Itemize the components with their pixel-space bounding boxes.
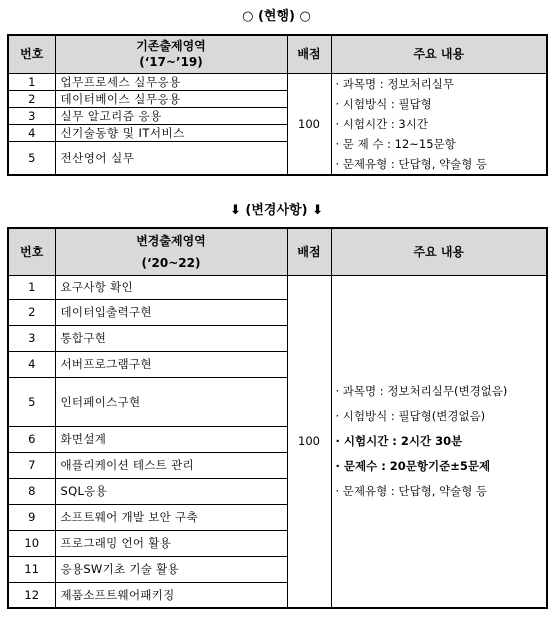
row-area: 애플리케이션 테스트 관리 [55,452,287,478]
row-area: 데이터베이스 실무응용 [55,90,287,107]
row-area: 신기술동향 및 IT서비스 [55,124,287,141]
score-cell: 100 [287,73,331,175]
row-area: SQL응용 [55,478,287,504]
row-num: 10 [8,530,55,556]
header-score: 배점 [287,228,331,275]
row-num: 8 [8,478,55,504]
header-num: 번호 [8,228,55,275]
row-area: 인터페이스구현 [55,377,287,426]
changed-exam-table [7,227,548,609]
row-area: 서버프로그램구현 [55,351,287,377]
row-num: 3 [8,107,55,124]
content-item: · 시험방식 : 필답형 [335,96,432,111]
row-area: 요구사항 확인 [55,275,287,299]
row-num: 1 [8,275,55,299]
row-num: 9 [8,504,55,530]
row-num: 11 [8,556,55,582]
content-cell [331,73,547,175]
row-num: 7 [8,452,55,478]
header-score: 배점 [287,35,331,73]
row-num: 4 [8,124,55,141]
row-area: 소프트웨어 개발 보안 구축 [55,504,287,530]
row-num: 3 [8,325,55,351]
row-num: 2 [8,299,55,325]
header-area-label: 변경출제영역 [136,233,206,248]
content-item: · 문제유형 : 단답형, 약술형 등 [335,483,488,498]
content-item: · 과목명 : 정보처리실무 [335,76,454,91]
current-section-title: ○ (현행) ○ [242,9,311,24]
header-area [55,228,287,275]
score-cell: 100 [287,275,331,608]
row-area: 제품소프트웨어패키징 [55,582,287,608]
row-area: 통합구현 [55,325,287,351]
content-item: · 시험시간 : 3시간 [335,116,428,131]
row-num: 2 [8,90,55,107]
current-exam-table [7,34,548,176]
row-num: 12 [8,582,55,608]
content-item: · 문 제 수 : 12~15문항 [335,136,456,151]
header-area-period: (‘17~’19) [139,55,203,70]
row-area: 실무 알고리즘 응용 [55,107,287,124]
table-row [8,275,547,299]
content-item: · 문제수 : 20문항기준±5문제 [335,458,491,473]
row-num: 4 [8,351,55,377]
row-area: 화면설계 [55,426,287,452]
header-area-period: (‘20~22) [141,255,201,270]
row-area: 프로그래밍 언어 활용 [55,530,287,556]
table-header-row [8,35,547,73]
row-area: 업무프로세스 실무응용 [55,73,287,90]
row-area: 데이터입출력구현 [55,299,287,325]
header-num: 번호 [8,35,55,73]
row-num: 5 [8,141,55,175]
content-cell [331,275,547,608]
row-num: 6 [8,426,55,452]
table-row [8,73,547,90]
header-content: 주요 내용 [331,35,547,73]
change-section-title: ⬇ (변경사항) ⬇ [230,203,323,218]
row-area: 전산영어 실무 [55,141,287,175]
row-num: 1 [8,73,55,90]
row-num: 5 [8,377,55,426]
content-item: · 시험방식 : 필답형(변경없음) [335,408,486,423]
header-area-label: 기존출제영역 [136,39,206,54]
row-area: 응용SW기초 기술 활용 [55,556,287,582]
table-header-row [8,228,547,275]
content-item: · 문제유형 : 단답형, 약술형 등 [335,156,488,171]
content-item: · 시험시간 : 2시간 30분 [335,433,463,448]
header-area [55,35,287,73]
header-content: 주요 내용 [331,228,547,275]
content-item: · 과목명 : 정보처리실무(변경없음) [335,383,508,398]
